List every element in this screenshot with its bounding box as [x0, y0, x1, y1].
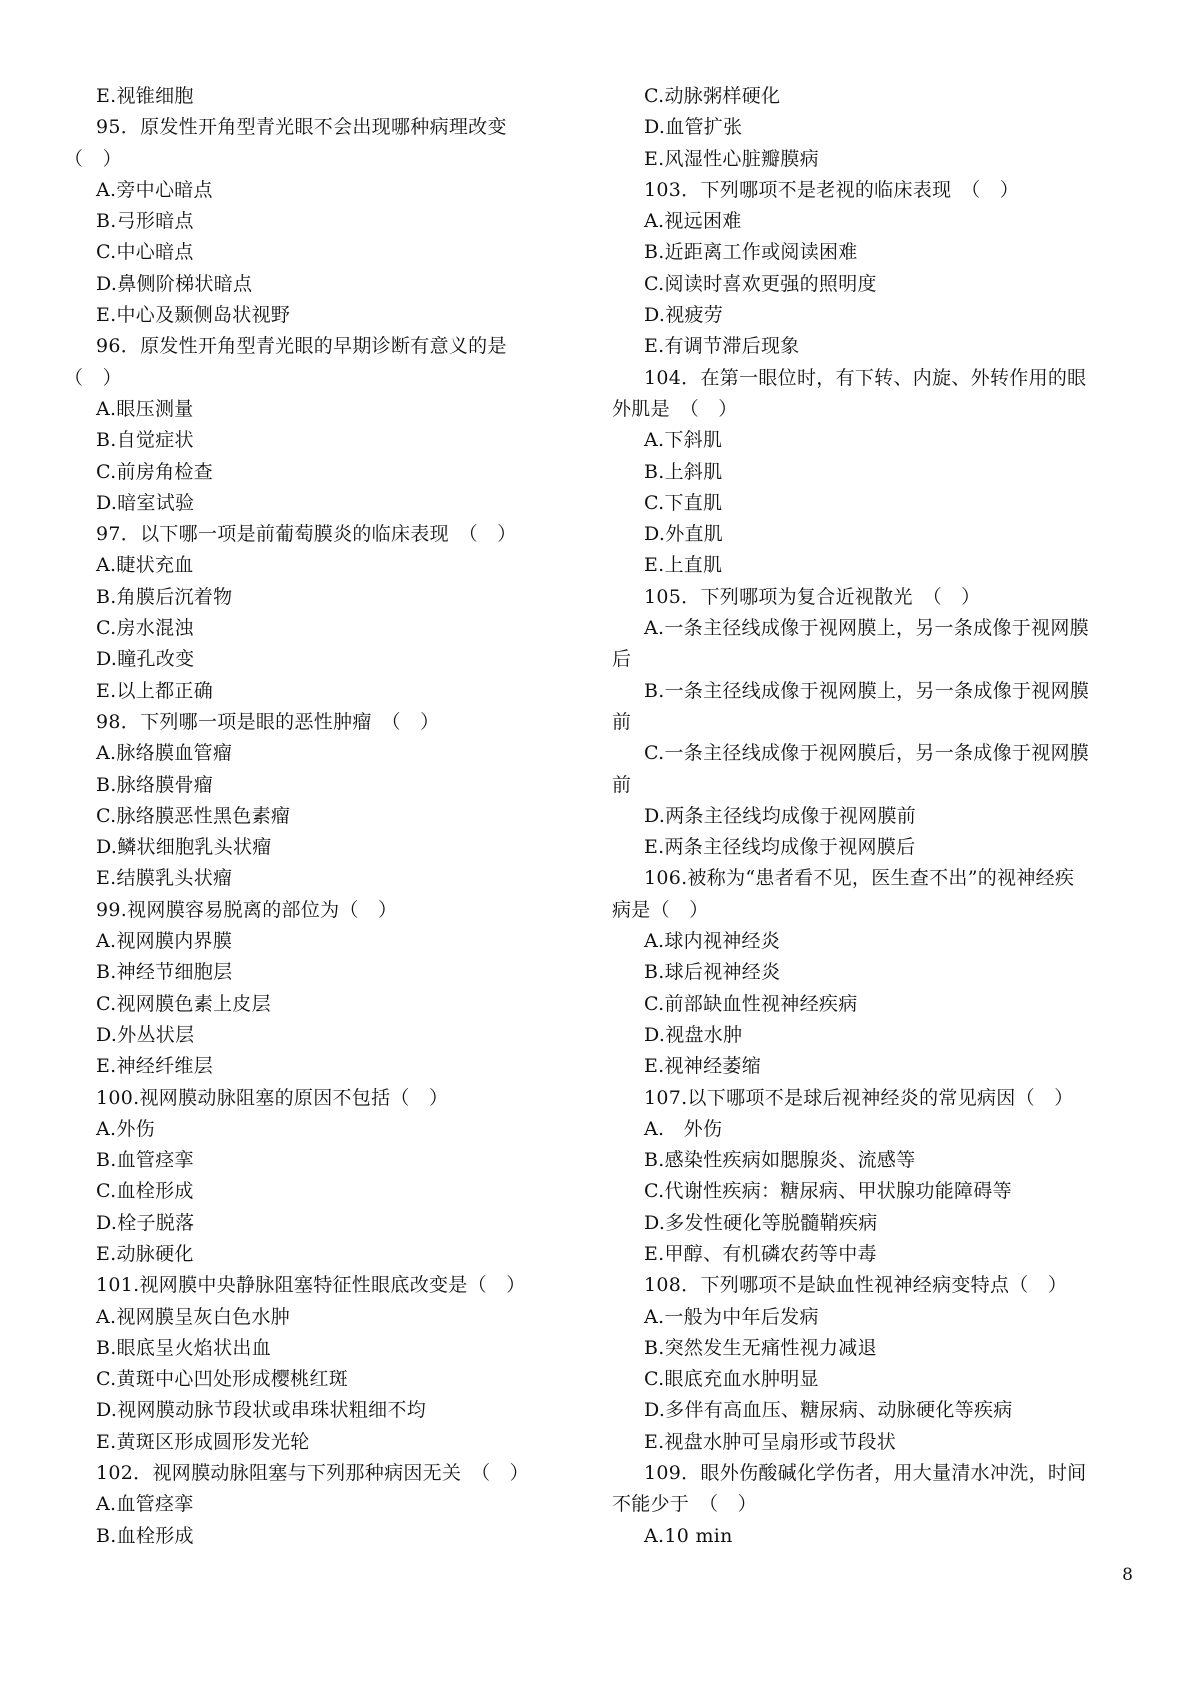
answer-option: E.黄斑区形成圆形发光轮 — [96, 1430, 310, 1453]
answer-option: A.视远困难 — [644, 210, 742, 233]
answer-option: A.一般为中年后发病 — [644, 1305, 819, 1328]
left-column — [64, 81, 554, 1552]
question-text: 96．原发性开角型青光眼的早期诊断有意义的是 — [96, 335, 507, 358]
answer-option: B.血栓形成 — [96, 1524, 194, 1547]
answer-option: B.近距离工作或阅读困难 — [644, 241, 858, 264]
question-text: 102．视网膜动脉阻塞与下列那种病因无关 （ ） — [96, 1462, 529, 1485]
answer-option: A.视网膜内界膜 — [96, 930, 233, 953]
question-text: 95．原发性开角型青光眼不会出现哪种病理改变 — [96, 116, 507, 139]
answer-option: D.瞳孔改变 — [96, 648, 195, 671]
answer-option: B.自觉症状 — [96, 429, 194, 452]
answer-option: D.多发性硬化等脱髓鞘疾病 — [644, 1211, 878, 1234]
answer-option: A.10 min — [644, 1524, 733, 1547]
answer-option: A.视网膜呈灰白色水肿 — [96, 1305, 291, 1328]
answer-option: C.房水混浊 — [96, 617, 194, 640]
answer-option: D.视网膜动脉节段状或串珠状粗细不均 — [96, 1399, 426, 1422]
question-continuation: （ ） — [64, 366, 122, 389]
answer-option: E.视锥细胞 — [96, 85, 194, 107]
answer-option: A.球内视神经炎 — [644, 930, 781, 953]
answer-option: E.有调节滞后现象 — [644, 335, 800, 358]
answer-option: B.眼底呈火焰状出血 — [96, 1336, 272, 1359]
answer-option: A. 外伤 — [644, 1117, 723, 1140]
answer-option: D.视盘水肿 — [644, 1023, 743, 1046]
answer-option: C.一条主径线成像于视网膜后，另一条成像于视网膜 — [644, 742, 1090, 765]
answer-option: E.神经纤维层 — [96, 1055, 214, 1078]
answer-option: C.脉络膜恶性黑色素瘤 — [96, 804, 291, 827]
answer-option: D.多伴有高血压、糖尿病、动脉硬化等疾病 — [644, 1399, 1013, 1422]
answer-option: C.眼底充血水肿明显 — [644, 1368, 819, 1391]
answer-option: B.球后视神经炎 — [644, 961, 781, 984]
answer-option: D.鼻侧阶梯状暗点 — [96, 272, 253, 295]
answer-option: A.旁中心暗点 — [96, 178, 213, 201]
answer-option: A.外伤 — [96, 1117, 155, 1140]
question-text: 106.被称为“患者看不见，医生查不出”的视神经疾 — [644, 867, 1075, 890]
question-continuation: 前 — [612, 710, 632, 733]
answer-option: E.风湿性心脏瓣膜病 — [644, 147, 819, 170]
question-text: 100.视网膜动脉阻塞的原因不包括（ ） — [96, 1086, 449, 1109]
answer-option: C.前部缺血性视神经疾病 — [644, 992, 858, 1015]
answer-option: E.视神经萎缩 — [644, 1055, 762, 1078]
question-continuation: 前 — [612, 773, 632, 796]
answer-option: B.血管痉挛 — [96, 1149, 194, 1172]
answer-option: E.视盘水肿可呈扇形或节段状 — [644, 1430, 897, 1453]
answer-option: B.角膜后沉着物 — [96, 585, 233, 608]
answer-option: A.睫状充血 — [96, 554, 194, 577]
answer-option: A.一条主径线成像于视网膜上，另一条成像于视网膜 — [644, 617, 1089, 640]
answer-option: D.鳞状细胞乳头状瘤 — [96, 836, 272, 859]
answer-option: B.突然发生无痛性视力减退 — [644, 1336, 877, 1359]
question-continuation: 后 — [612, 648, 632, 671]
answer-option: E.中心及颞侧岛状视野 — [96, 304, 291, 327]
right-column — [612, 81, 1132, 1552]
question-text: 103．下列哪项不是老视的临床表现 （ ） — [644, 178, 1020, 201]
answer-option: B.一条主径线成像于视网膜上，另一条成像于视网膜 — [644, 679, 1090, 702]
answer-option: B.脉络膜骨瘤 — [96, 773, 214, 796]
question-text: 104．在第一眼位时，有下转、内旋、外转作用的眼 — [644, 366, 1087, 389]
answer-option: C.中心暗点 — [96, 241, 194, 264]
answer-option: B.感染性疾病如腮腺炎、流感等 — [644, 1149, 916, 1172]
answer-option: C.下直肌 — [644, 491, 723, 514]
question-text: 97．以下哪一项是前葡萄膜炎的临床表现 （ ） — [96, 523, 517, 546]
answer-option: D.外直肌 — [644, 523, 724, 546]
answer-option: C.黄斑中心凹处形成樱桃红斑 — [96, 1368, 349, 1391]
answer-option: E.以上都正确 — [96, 679, 214, 702]
answer-option: E.动脉硬化 — [96, 1242, 194, 1265]
question-continuation: 外肌是 （ ） — [612, 397, 738, 420]
answer-option: A.脉络膜血管瘤 — [96, 742, 233, 765]
answer-option: D.外丛状层 — [96, 1023, 195, 1046]
question-continuation: 不能少于 （ ） — [612, 1493, 757, 1516]
answer-option: C.代谢性疾病：糖尿病、甲状腺功能障碍等 — [644, 1180, 1012, 1203]
answer-option: E.上直肌 — [644, 554, 723, 577]
answer-option: D.暗室试验 — [96, 491, 195, 514]
answer-option: A.眼压测量 — [96, 397, 194, 420]
answer-option: C.动脉粥样硬化 — [644, 85, 781, 107]
answer-option: E.甲醇、有机磷农药等中毒 — [644, 1242, 877, 1265]
answer-option: A.下斜肌 — [644, 429, 723, 452]
question-continuation: （ ） — [64, 147, 122, 170]
answer-option: C.视网膜色素上皮层 — [96, 992, 271, 1015]
question-text: 108．下列哪项不是缺血性视神经病变特点（ ） — [644, 1274, 1068, 1297]
question-text: 101.视网膜中央静脉阻塞特征性眼底改变是（ ） — [96, 1274, 526, 1297]
answer-option: C.前房角检查 — [96, 460, 214, 483]
question-text: 107.以下哪项不是球后视神经炎的常见病因（ ） — [644, 1086, 1074, 1109]
question-text: 105．下列哪项为复合近视散光 （ ） — [644, 585, 981, 608]
answer-option: C.血栓形成 — [96, 1180, 194, 1203]
answer-option: C.阅读时喜欢更强的照明度 — [644, 272, 877, 295]
answer-option: D.两条主径线均成像于视网膜前 — [644, 804, 917, 827]
answer-option: D.视疲劳 — [644, 304, 724, 327]
question-text: 98．下列哪一项是眼的恶性肿瘤 （ ） — [96, 710, 440, 733]
answer-option: E.结膜乳头状瘤 — [96, 867, 233, 890]
answer-option: B.弓形暗点 — [96, 210, 194, 233]
page-number: 8 — [1122, 1565, 1133, 1585]
answer-option: D.血管扩张 — [644, 116, 743, 139]
question-text: 99.视网膜容易脱离的部位为（ ） — [96, 898, 398, 921]
question-text: 109．眼外伤酸碱化学伤者，用大量清水冲洗，时间 — [644, 1462, 1087, 1485]
answer-option: D.栓子脱落 — [96, 1211, 195, 1234]
answer-option: A.血管痉挛 — [96, 1493, 194, 1516]
answer-option: E.两条主径线均成像于视网膜后 — [644, 836, 916, 859]
question-continuation: 病是（ ） — [612, 898, 709, 921]
answer-option: B.神经节细胞层 — [96, 961, 233, 984]
answer-option: B.上斜肌 — [644, 460, 723, 483]
